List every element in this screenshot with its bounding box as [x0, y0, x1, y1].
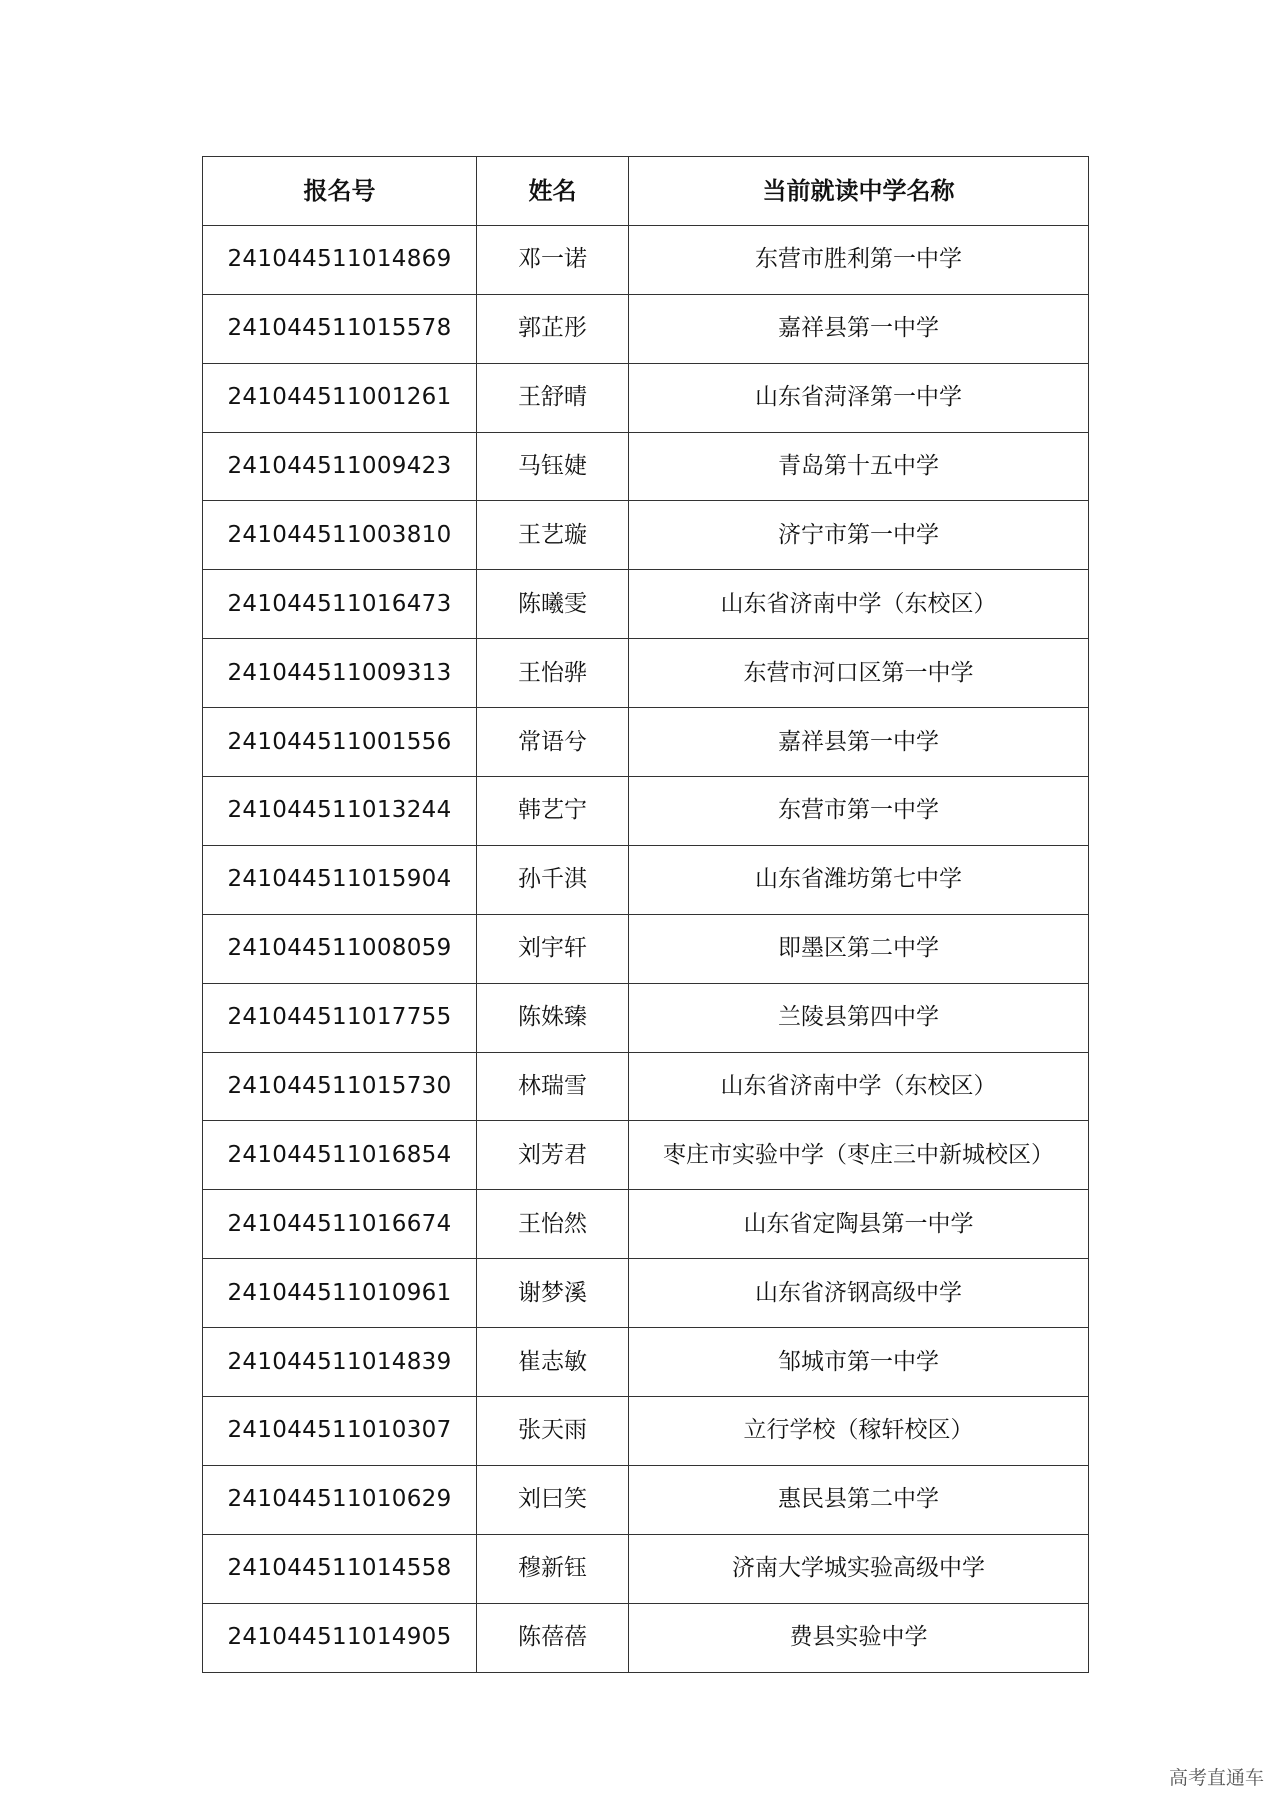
cell-registration-number: 241044511008059 [203, 914, 477, 983]
cell-registration-number: 241044511016674 [203, 1190, 477, 1259]
table-row [203, 432, 1089, 501]
cell-student-name: 陈蓓蓓 [477, 1603, 629, 1672]
cell-student-name: 穆新钰 [477, 1534, 629, 1603]
cell-school-name: 青岛第十五中学 [629, 432, 1089, 501]
cell-registration-number: 241044511001556 [203, 708, 477, 777]
table-row [203, 777, 1089, 846]
cell-student-name: 王怡骅 [477, 639, 629, 708]
table-row [203, 1328, 1089, 1397]
cell-student-name: 郭芷彤 [477, 294, 629, 363]
table-row [203, 363, 1089, 432]
cell-registration-number: 241044511009423 [203, 432, 477, 501]
cell-registration-number: 241044511016473 [203, 570, 477, 639]
cell-student-name: 陈曦雯 [477, 570, 629, 639]
cell-school-name: 济南大学城实验高级中学 [629, 1534, 1089, 1603]
cell-school-name: 山东省济南中学（东校区） [629, 570, 1089, 639]
cell-school-name: 山东省定陶县第一中学 [629, 1190, 1089, 1259]
cell-school-name: 邹城市第一中学 [629, 1328, 1089, 1397]
cell-registration-number: 241044511009313 [203, 639, 477, 708]
cell-registration-number: 241044511010961 [203, 1259, 477, 1328]
cell-school-name: 山东省潍坊第七中学 [629, 845, 1089, 914]
table-body [203, 225, 1089, 1672]
cell-student-name: 王舒晴 [477, 363, 629, 432]
table-row [203, 294, 1089, 363]
cell-school-name: 嘉祥县第一中学 [629, 294, 1089, 363]
cell-registration-number: 241044511014558 [203, 1534, 477, 1603]
cell-student-name: 陈姝臻 [477, 983, 629, 1052]
cell-student-name: 崔志敏 [477, 1328, 629, 1397]
cell-registration-number: 241044511014905 [203, 1603, 477, 1672]
table-row [203, 570, 1089, 639]
cell-student-name: 刘宇轩 [477, 914, 629, 983]
table-row [203, 1603, 1089, 1672]
cell-student-name: 王怡然 [477, 1190, 629, 1259]
cell-school-name: 东营市河口区第一中学 [629, 639, 1089, 708]
cell-student-name: 谢梦溪 [477, 1259, 629, 1328]
table-row [203, 1121, 1089, 1190]
cell-registration-number: 241044511003810 [203, 501, 477, 570]
cell-school-name: 费县实验中学 [629, 1603, 1089, 1672]
table-header-row [203, 157, 1089, 226]
cell-school-name: 山东省济南中学（东校区） [629, 1052, 1089, 1121]
cell-school-name: 东营市第一中学 [629, 777, 1089, 846]
cell-registration-number: 241044511001261 [203, 363, 477, 432]
cell-student-name: 张天雨 [477, 1397, 629, 1466]
cell-school-name: 兰陵县第四中学 [629, 983, 1089, 1052]
cell-school-name: 即墨区第二中学 [629, 914, 1089, 983]
table-row [203, 983, 1089, 1052]
cell-registration-number: 241044511010629 [203, 1465, 477, 1534]
cell-school-name: 惠民县第二中学 [629, 1465, 1089, 1534]
cell-registration-number: 241044511013244 [203, 777, 477, 846]
table-row [203, 708, 1089, 777]
cell-school-name: 山东省济钢高级中学 [629, 1259, 1089, 1328]
cell-registration-number: 241044511010307 [203, 1397, 477, 1466]
cell-student-name: 孙千淇 [477, 845, 629, 914]
cell-registration-number: 241044511015904 [203, 845, 477, 914]
watermark-caption: 高考直通车 [1168, 1767, 1264, 1789]
cell-registration-number: 241044511014839 [203, 1328, 477, 1397]
cell-school-name: 济宁市第一中学 [629, 501, 1089, 570]
cell-student-name: 刘芳君 [477, 1121, 629, 1190]
header-registration-number: 报名号 [203, 157, 477, 226]
cell-registration-number: 241044511016854 [203, 1121, 477, 1190]
cell-student-name: 王艺璇 [477, 501, 629, 570]
cell-student-name: 常语兮 [477, 708, 629, 777]
cell-registration-number: 241044511017755 [203, 983, 477, 1052]
header-school-name: 当前就读中学名称 [629, 157, 1089, 226]
table-row [203, 1534, 1089, 1603]
cell-school-name: 立行学校（稼轩校区） [629, 1397, 1089, 1466]
cell-student-name: 邓一诺 [477, 225, 629, 294]
cell-registration-number: 241044511014869 [203, 225, 477, 294]
admission-table [202, 156, 1089, 1673]
cell-registration-number: 241044511015578 [203, 294, 477, 363]
cell-student-name: 韩艺宁 [477, 777, 629, 846]
cell-school-name: 枣庄市实验中学（枣庄三中新城校区） [629, 1121, 1089, 1190]
table-row [203, 1465, 1089, 1534]
table-row [203, 845, 1089, 914]
table-row [203, 225, 1089, 294]
table-row [203, 1397, 1089, 1466]
cell-school-name: 山东省菏泽第一中学 [629, 363, 1089, 432]
cell-school-name: 嘉祥县第一中学 [629, 708, 1089, 777]
table-row [203, 501, 1089, 570]
table-row [203, 914, 1089, 983]
table-row [203, 639, 1089, 708]
table-row [203, 1190, 1089, 1259]
cell-school-name: 东营市胜利第一中学 [629, 225, 1089, 294]
cell-student-name: 刘曰笑 [477, 1465, 629, 1534]
cell-registration-number: 241044511015730 [203, 1052, 477, 1121]
table-row [203, 1052, 1089, 1121]
cell-student-name: 马钰婕 [477, 432, 629, 501]
cell-student-name: 林瑞雪 [477, 1052, 629, 1121]
table-row [203, 1259, 1089, 1328]
header-name: 姓名 [477, 157, 629, 226]
